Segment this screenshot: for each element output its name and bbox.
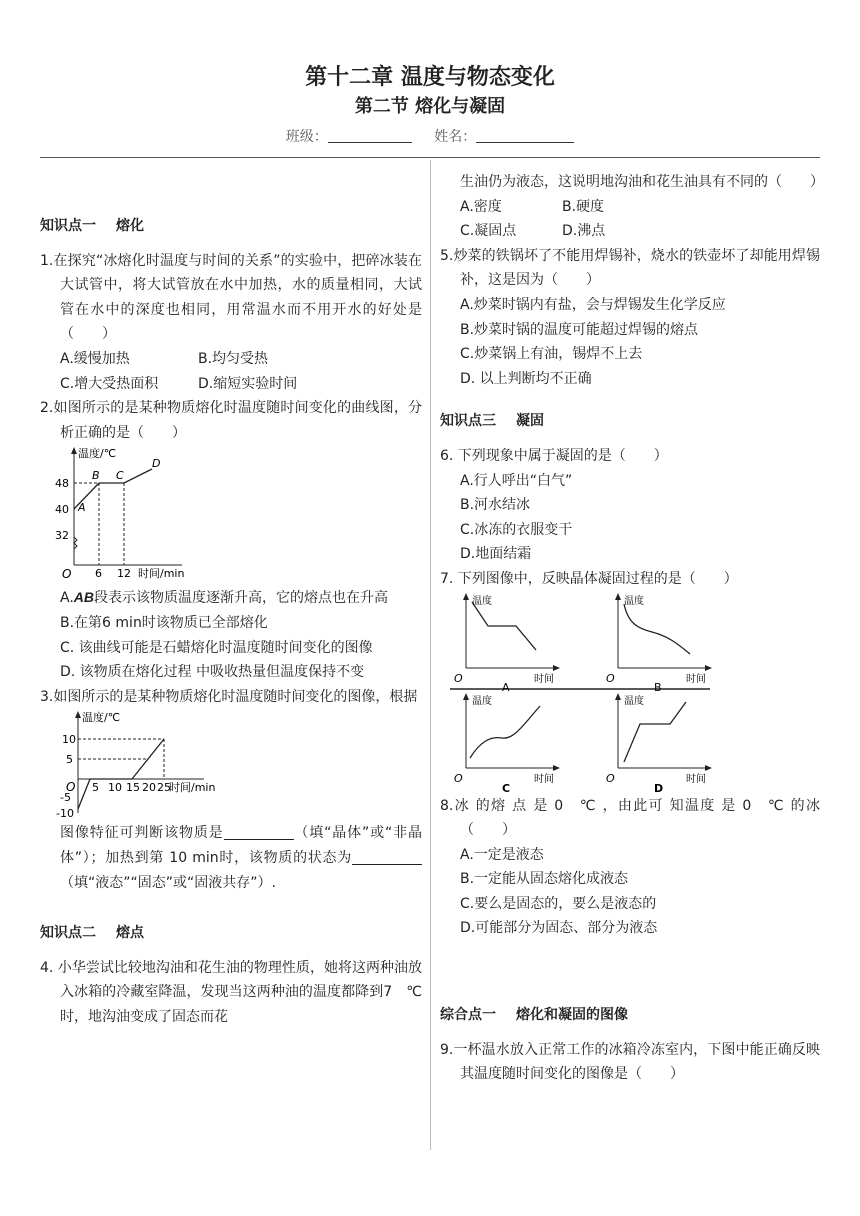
q2-ytick-48: 48 [55, 477, 69, 491]
section-heading-4: 综合点一 熔化和凝固的图像 [440, 1007, 628, 1024]
q5-option-b[interactable]: B.炒菜时锅的温度可能超过焊锡的熔点 [460, 321, 699, 338]
q8-option-a[interactable]: A.一定是液态 [460, 846, 544, 863]
svg-text:时间: 时间 [686, 773, 706, 785]
q1-option-a[interactable]: A.缓慢加热 [60, 350, 130, 367]
student-info [0, 126, 860, 146]
q7-label-b: B [654, 680, 662, 694]
q7-label-c: C [502, 781, 511, 794]
q2-point-d: D [152, 457, 161, 471]
section-heading-2: 知识点二 熔点 [40, 925, 144, 942]
q2-graph [54, 445, 214, 585]
q8-option-b[interactable]: B.一定能从固态熔化成液态 [460, 871, 629, 888]
q6-option-b[interactable]: B.河水结冰 [460, 497, 531, 514]
q8-option-d[interactable]: D.可能部分为固态、部分为液态 [460, 920, 658, 937]
section-heading-3: 知识点三 凝固 [440, 413, 544, 430]
q2-xlabel: 时间/min [138, 567, 185, 581]
svg-text:O: O [454, 671, 463, 685]
q2-origin: O [62, 567, 72, 582]
question-4: 4. 小华尝试比较地沟油和花生油的物理性质，她将这两种油放入冰箱的冷藏室降温，发现当这两种油的温度都降到7 ℃时，地沟油变成了固态而花 [40, 959, 422, 1025]
q7-graph-d [606, 693, 712, 794]
q5-option-a[interactable]: A.炒菜时锅内有盐，会与焊锡发生化学反应 [460, 296, 726, 313]
svg-text:时间: 时间 [534, 673, 554, 685]
question-9: 9.一杯温水放入正常工作的冰箱冷冻室内，下图中能正确反映其温度随时间变化的图像是（ ） [440, 1041, 820, 1083]
q3-xtick-10: 10 [108, 781, 122, 795]
q7-label-a: A [502, 680, 510, 694]
q2-ylabel: 温度/℃ [78, 447, 117, 461]
q1-option-c[interactable]: C.增大受热面积 [60, 375, 159, 392]
question-3: 3.如图所示的是某种物质熔化时温度随时间变化的图像，根据 [40, 688, 418, 705]
q1-options-row-2 [40, 372, 422, 397]
q6-option-d[interactable]: D.地面结霜 [460, 546, 532, 563]
q2-option-d[interactable]: D. 该物质在熔化过程 中吸收热量但温度保持不变 [60, 664, 365, 681]
q7-curve-c [470, 706, 540, 758]
q1-option-b[interactable]: B.均匀受热 [198, 350, 269, 367]
question-2: 2.如图所示的是某种物质熔化时温度随时间变化的曲线图，分析正确的是（ ） [40, 400, 422, 441]
q3-xtick-5: 5 [92, 781, 99, 795]
svg-text:O: O [606, 671, 615, 685]
q5-option-d[interactable]: D. 以上判断均不正确 [460, 370, 592, 387]
section-heading-1: 知识点一 熔化 [40, 218, 144, 234]
q3-ylabel: 温度/℃ [82, 711, 121, 725]
chapter-title: 第十二章 温度与物态变化 [305, 65, 555, 90]
q3-rise-1 [78, 779, 90, 809]
q4-option-c[interactable]: C.凝固点 [460, 223, 517, 240]
name-label: 姓名： [434, 129, 477, 145]
q2-ytick-40: 40 [55, 503, 69, 517]
svg-text:O: O [606, 771, 615, 785]
q7-curve-a [472, 602, 536, 650]
q2-ytick-32: 32 [55, 529, 69, 543]
q5-option-c[interactable]: C.炒菜锅上有油，锡焊不上去 [460, 346, 643, 363]
q2-option-b[interactable]: B.在第6 min时该物质已全部熔化 [60, 614, 268, 631]
q8-option-c[interactable]: C.要么是固态的，要么是液态的 [460, 895, 657, 912]
q6-option-a[interactable]: A.行人呼出“白气” [460, 472, 573, 489]
class-blank[interactable] [328, 128, 412, 143]
q2-point-a: A [78, 501, 86, 515]
svg-text:温度: 温度 [472, 595, 492, 607]
q3-blank-1[interactable] [224, 825, 294, 840]
q1-option-d[interactable]: D.缩短实验时间 [198, 375, 298, 392]
svg-text:温度: 温度 [624, 595, 644, 607]
q3-xtick-15: 15 [126, 781, 140, 795]
q7-curve-d [624, 702, 686, 762]
section-title: 第二节 熔化与凝固 [354, 96, 506, 117]
q3-xtick-25: 25 [157, 781, 171, 795]
q3-continuation: 图像特征可判断该物质是 （填“晶体”或“非晶体”）；加热到第 10 min时，该物质的状态为（填“液态”“固态”或“固液共存”）. [60, 825, 423, 891]
q3-ytick-10: 10 [62, 733, 76, 747]
svg-text:O: O [454, 771, 463, 785]
q2-xtick-6: 6 [95, 567, 102, 581]
q3-rise-2 [132, 739, 164, 779]
q3-ytick-neg5: -5 [60, 791, 71, 805]
left-column [40, 170, 422, 1029]
q4-option-b[interactable]: B.硬度 [562, 198, 605, 215]
q4-options-row-2 [440, 219, 820, 244]
q7-graphs [450, 592, 740, 794]
column-divider [430, 160, 431, 1150]
q7-label-d: D [654, 781, 664, 794]
q2-segment-cd [124, 469, 152, 483]
q3-origin: O [66, 780, 76, 795]
question-7: 7. 下列图像中，反映晶体凝固过程的是（ ） [440, 570, 738, 587]
q4-continuation: 生油仍为液态，这说明地沟油和花生油具有不同的（ ） [460, 174, 824, 190]
right-column [440, 170, 824, 1087]
q2-point-c: C [116, 469, 124, 483]
q2-point-b: B [92, 469, 100, 483]
svg-text:温度: 温度 [624, 695, 644, 707]
q2-xtick-12: 12 [117, 567, 131, 581]
q3-xlabel: 时间/min [169, 781, 216, 795]
q7-graph-c [454, 693, 560, 794]
q7-graph-b [606, 593, 712, 694]
q3-xtick-20: 20 [142, 781, 156, 795]
q4-option-a[interactable]: A.密度 [460, 198, 502, 215]
q4-options-row-1 [440, 195, 820, 220]
q3-ytick-5: 5 [66, 753, 73, 767]
q3-ytick-neg10: -10 [56, 807, 74, 821]
question-1: 1.在探究“冰熔化时温度与时间的关系”的实验中，把碎冰装在大试管中，将大试管放在水中加热，水的质量相同，大试管在水中的深度也相同，用常温水而不用开水的好处是（ ） [40, 252, 422, 343]
class-label: 班级： [285, 129, 328, 145]
q7-curve-b [624, 604, 690, 654]
question-6: 6. 下列现象中属于凝固的是（ ） [440, 447, 668, 464]
name-blank[interactable] [476, 128, 574, 143]
q7-graph-a [454, 593, 560, 694]
header-divider [40, 157, 820, 158]
svg-text:温度: 温度 [472, 695, 492, 707]
q3-graph [54, 709, 244, 821]
svg-text:时间: 时间 [686, 673, 706, 685]
question-8: 8.冰 的熔 点 是 0 ℃ ，由此可 知温度 是 0 ℃ 的冰（ ） [440, 797, 820, 839]
svg-text:时间: 时间 [534, 773, 554, 785]
q6-option-c[interactable]: C.冰冻的衣服变干 [460, 521, 573, 538]
q2-option-c[interactable]: C. 该曲线可能是石蜡熔化时温度随时间变化的图像 [60, 639, 373, 656]
q3-blank-2[interactable] [352, 850, 422, 865]
q4-option-d[interactable]: D.沸点 [562, 223, 606, 240]
q1-options-row-1 [40, 347, 422, 372]
question-5: 5.炒菜的铁锅坏了不能用焊锡补，烧水的铁壶坏了却能用焊锡补，这是因为（ ） [440, 247, 820, 289]
q2-option-a[interactable]: A.AB段表示该物质温度逐渐升高，它的熔点也在升高 [60, 589, 389, 607]
